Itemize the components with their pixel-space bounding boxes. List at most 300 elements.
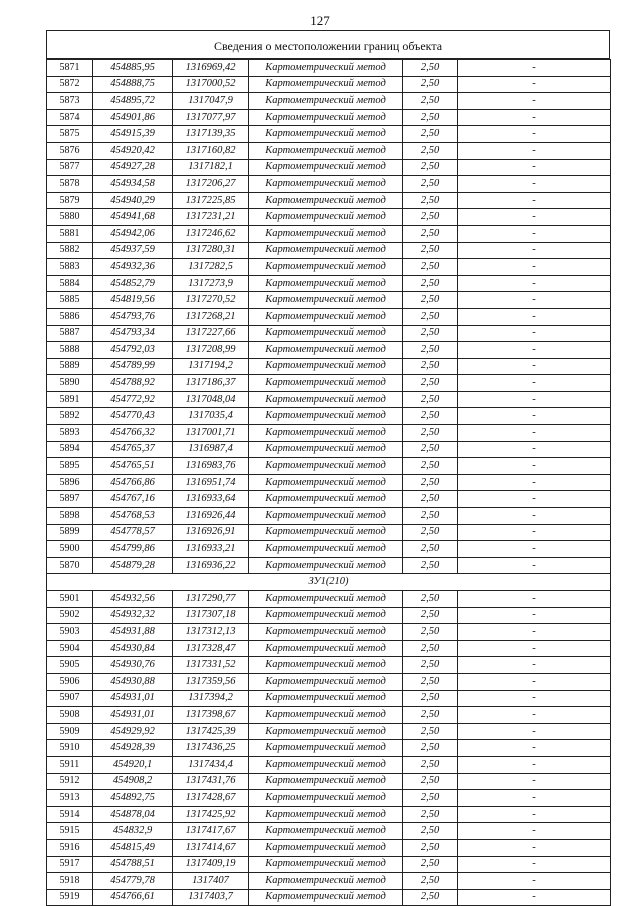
note-cell: -	[458, 557, 611, 574]
note-cell: -	[458, 259, 611, 276]
method-cell: Картометрический метод	[249, 192, 403, 209]
method-cell: Картометрический метод	[249, 308, 403, 325]
table-row	[47, 591, 611, 608]
accuracy-cell: 2,50	[403, 640, 458, 657]
point-number: 5904	[47, 640, 93, 657]
coordinate-y: 1317246,62	[173, 225, 249, 242]
note-cell: -	[458, 159, 611, 176]
coordinate-y: 1317409,19	[173, 856, 249, 873]
coordinate-x: 454765,51	[93, 458, 173, 475]
point-number: 5873	[47, 93, 93, 110]
point-number: 5890	[47, 375, 93, 392]
coordinate-y: 1317434,4	[173, 756, 249, 773]
point-number: 5902	[47, 607, 93, 624]
coordinate-y: 1317270,52	[173, 292, 249, 309]
accuracy-cell: 2,50	[403, 325, 458, 342]
coordinate-x: 454852,79	[93, 275, 173, 292]
header-title: Сведения о местоположении границ объекта	[213, 39, 443, 53]
point-number: 5912	[47, 773, 93, 790]
table-row	[47, 275, 611, 292]
coordinate-y: 1317417,67	[173, 823, 249, 840]
table-row	[47, 541, 611, 558]
coordinate-x: 454929,92	[93, 723, 173, 740]
point-number: 5871	[47, 60, 93, 77]
accuracy-cell: 2,50	[403, 541, 458, 558]
accuracy-cell: 2,50	[403, 773, 458, 790]
coordinate-y: 1317273,9	[173, 275, 249, 292]
table-row	[47, 93, 611, 110]
table-row	[47, 242, 611, 259]
coordinate-y: 1317208,99	[173, 342, 249, 359]
method-cell: Картометрический метод	[249, 790, 403, 807]
table-row	[47, 839, 611, 856]
table-header	[46, 30, 610, 59]
accuracy-cell: 2,50	[403, 292, 458, 309]
note-cell: -	[458, 325, 611, 342]
note-cell: -	[458, 806, 611, 823]
coordinate-x: 454932,32	[93, 607, 173, 624]
method-cell: Картометрический метод	[249, 607, 403, 624]
accuracy-cell: 2,50	[403, 126, 458, 143]
note-cell: -	[458, 707, 611, 724]
coordinate-x: 454770,43	[93, 408, 173, 425]
accuracy-cell: 2,50	[403, 889, 458, 906]
accuracy-cell: 2,50	[403, 109, 458, 126]
method-cell: Картометрический метод	[249, 225, 403, 242]
coordinate-y: 1317194,2	[173, 358, 249, 375]
table-row	[47, 375, 611, 392]
point-number: 5916	[47, 839, 93, 856]
point-number: 5887	[47, 325, 93, 342]
coordinate-x: 454928,39	[93, 740, 173, 757]
note-cell: -	[458, 109, 611, 126]
note-cell: -	[458, 176, 611, 193]
coordinate-y: 1317403,7	[173, 889, 249, 906]
method-cell: Картометрический метод	[249, 60, 403, 77]
accuracy-cell: 2,50	[403, 491, 458, 508]
table-row	[47, 259, 611, 276]
coordinate-y: 1317139,35	[173, 126, 249, 143]
table-row	[47, 192, 611, 209]
note-cell: -	[458, 624, 611, 641]
point-number: 5901	[47, 591, 93, 608]
accuracy-cell: 2,50	[403, 790, 458, 807]
coordinate-x: 454799,86	[93, 541, 173, 558]
table-row	[47, 624, 611, 641]
note-cell: -	[458, 541, 611, 558]
note-cell: -	[458, 839, 611, 856]
coordinate-x: 454766,61	[93, 889, 173, 906]
coordinate-y: 1316933,21	[173, 541, 249, 558]
method-cell: Картометрический метод	[249, 557, 403, 574]
coordinate-y: 1317182,1	[173, 159, 249, 176]
accuracy-cell: 2,50	[403, 756, 458, 773]
coordinate-y: 1316926,44	[173, 508, 249, 525]
section-row	[47, 574, 611, 591]
method-cell: Картометрический метод	[249, 242, 403, 259]
accuracy-cell: 2,50	[403, 342, 458, 359]
accuracy-cell: 2,50	[403, 142, 458, 159]
point-number: 5895	[47, 458, 93, 475]
coordinate-x: 454793,34	[93, 325, 173, 342]
accuracy-cell: 2,50	[403, 358, 458, 375]
point-number: 5880	[47, 209, 93, 226]
coordinate-y: 1317414,67	[173, 839, 249, 856]
table-row	[47, 856, 611, 873]
point-number: 5872	[47, 76, 93, 93]
point-number: 5878	[47, 176, 93, 193]
note-cell: -	[458, 209, 611, 226]
method-cell: Картометрический метод	[249, 773, 403, 790]
accuracy-cell: 2,50	[403, 441, 458, 458]
method-cell: Картометрический метод	[249, 889, 403, 906]
coordinate-y: 1317436,25	[173, 740, 249, 757]
method-cell: Картометрический метод	[249, 491, 403, 508]
accuracy-cell: 2,50	[403, 192, 458, 209]
table-row	[47, 176, 611, 193]
coordinate-y: 1317048,04	[173, 391, 249, 408]
method-cell: Картометрический метод	[249, 541, 403, 558]
point-number: 5875	[47, 126, 93, 143]
method-cell: Картометрический метод	[249, 408, 403, 425]
point-number: 5908	[47, 707, 93, 724]
coordinate-y: 1317359,56	[173, 673, 249, 690]
point-number: 5905	[47, 657, 93, 674]
table-row	[47, 756, 611, 773]
coordinate-y: 1317312,13	[173, 624, 249, 641]
accuracy-cell: 2,50	[403, 425, 458, 442]
note-cell: -	[458, 773, 611, 790]
note-cell: -	[458, 690, 611, 707]
coordinate-x: 454932,36	[93, 259, 173, 276]
accuracy-cell: 2,50	[403, 624, 458, 641]
note-cell: -	[458, 723, 611, 740]
note-cell: -	[458, 292, 611, 309]
note-cell: -	[458, 640, 611, 657]
coordinate-x: 454930,88	[93, 673, 173, 690]
note-cell: -	[458, 591, 611, 608]
coordinate-x: 454793,76	[93, 308, 173, 325]
table-row	[47, 806, 611, 823]
coordinate-x: 454934,58	[93, 176, 173, 193]
method-cell: Картометрический метод	[249, 93, 403, 110]
coordinate-x: 454878,04	[93, 806, 173, 823]
accuracy-cell: 2,50	[403, 60, 458, 77]
point-number: 5897	[47, 491, 93, 508]
coordinate-x: 454920,42	[93, 142, 173, 159]
coordinate-x: 454941,68	[93, 209, 173, 226]
note-cell: -	[458, 673, 611, 690]
coordinate-y: 1316969,42	[173, 60, 249, 77]
method-cell: Картометрический метод	[249, 657, 403, 674]
method-cell: Картометрический метод	[249, 275, 403, 292]
note-cell: -	[458, 657, 611, 674]
coordinate-y: 1317331,52	[173, 657, 249, 674]
method-cell: Картометрический метод	[249, 756, 403, 773]
coordinate-y: 1316926,91	[173, 524, 249, 541]
coordinate-x: 454768,53	[93, 508, 173, 525]
table-row	[47, 657, 611, 674]
table-row	[47, 640, 611, 657]
accuracy-cell: 2,50	[403, 856, 458, 873]
method-cell: Картометрический метод	[249, 126, 403, 143]
coordinate-x: 454792,03	[93, 342, 173, 359]
point-number: 5892	[47, 408, 93, 425]
note-cell: -	[458, 474, 611, 491]
coordinate-y: 1316983,76	[173, 458, 249, 475]
note-cell: -	[458, 889, 611, 906]
coordinate-x: 454927,28	[93, 159, 173, 176]
coordinate-y: 1317225,85	[173, 192, 249, 209]
table-row	[47, 308, 611, 325]
point-number: 5884	[47, 275, 93, 292]
coordinate-y: 1317328,47	[173, 640, 249, 657]
note-cell: -	[458, 142, 611, 159]
note-cell: -	[458, 375, 611, 392]
table-row	[47, 60, 611, 77]
page-number: 127	[310, 13, 330, 28]
point-number: 5909	[47, 723, 93, 740]
table-row	[47, 508, 611, 525]
method-cell: Картометрический метод	[249, 109, 403, 126]
coordinate-y: 1317282,5	[173, 259, 249, 276]
method-cell: Картометрический метод	[249, 458, 403, 475]
accuracy-cell: 2,50	[403, 508, 458, 525]
note-cell: -	[458, 391, 611, 408]
method-cell: Картометрический метод	[249, 591, 403, 608]
table-row	[47, 408, 611, 425]
note-cell: -	[458, 76, 611, 93]
method-cell: Картометрический метод	[249, 640, 403, 657]
note-cell: -	[458, 873, 611, 890]
accuracy-cell: 2,50	[403, 408, 458, 425]
point-number: 5915	[47, 823, 93, 840]
point-number: 5911	[47, 756, 93, 773]
accuracy-cell: 2,50	[403, 474, 458, 491]
coordinate-x: 454779,78	[93, 873, 173, 890]
method-cell: Картометрический метод	[249, 673, 403, 690]
method-cell: Картометрический метод	[249, 325, 403, 342]
table-row	[47, 325, 611, 342]
point-number: 5883	[47, 259, 93, 276]
coordinate-x: 454879,28	[93, 557, 173, 574]
coordinate-y: 1317000,52	[173, 76, 249, 93]
method-cell: Картометрический метод	[249, 176, 403, 193]
point-number: 5894	[47, 441, 93, 458]
point-number: 5917	[47, 856, 93, 873]
method-cell: Картометрический метод	[249, 806, 403, 823]
coordinate-x: 454895,72	[93, 93, 173, 110]
method-cell: Картометрический метод	[249, 508, 403, 525]
coordinate-y: 1316951,74	[173, 474, 249, 491]
accuracy-cell: 2,50	[403, 76, 458, 93]
method-cell: Картометрический метод	[249, 839, 403, 856]
accuracy-cell: 2,50	[403, 458, 458, 475]
point-number: 5893	[47, 425, 93, 442]
coordinate-x: 454930,76	[93, 657, 173, 674]
coordinate-y: 1317001,71	[173, 425, 249, 442]
coordinate-x: 454788,51	[93, 856, 173, 873]
note-cell: -	[458, 192, 611, 209]
table-row	[47, 773, 611, 790]
coordinate-y: 1316987,4	[173, 441, 249, 458]
point-number: 5914	[47, 806, 93, 823]
accuracy-cell: 2,50	[403, 225, 458, 242]
point-number: 5876	[47, 142, 93, 159]
coordinate-x: 454819,56	[93, 292, 173, 309]
coordinate-y: 1317425,39	[173, 723, 249, 740]
table-row	[47, 740, 611, 757]
coordinate-x: 454885,95	[93, 60, 173, 77]
coordinate-y: 1317398,67	[173, 707, 249, 724]
note-cell: -	[458, 740, 611, 757]
table-row	[47, 823, 611, 840]
method-cell: Картометрический метод	[249, 159, 403, 176]
note-cell: -	[458, 607, 611, 624]
accuracy-cell: 2,50	[403, 707, 458, 724]
method-cell: Картометрический метод	[249, 358, 403, 375]
method-cell: Картометрический метод	[249, 740, 403, 757]
accuracy-cell: 2,50	[403, 242, 458, 259]
table-row	[47, 458, 611, 475]
method-cell: Картометрический метод	[249, 209, 403, 226]
coordinate-y: 1316936,22	[173, 557, 249, 574]
coordinate-x: 454765,37	[93, 441, 173, 458]
accuracy-cell: 2,50	[403, 657, 458, 674]
point-number: 5896	[47, 474, 93, 491]
table-row	[47, 109, 611, 126]
accuracy-cell: 2,50	[403, 391, 458, 408]
table-row	[47, 889, 611, 906]
method-cell: Картометрический метод	[249, 624, 403, 641]
note-cell: -	[458, 491, 611, 508]
note-cell: -	[458, 93, 611, 110]
table-row	[47, 491, 611, 508]
accuracy-cell: 2,50	[403, 259, 458, 276]
coordinate-x: 454942,06	[93, 225, 173, 242]
coordinate-x: 454937,59	[93, 242, 173, 259]
coordinate-y: 1317160,82	[173, 142, 249, 159]
coordinate-x: 454778,57	[93, 524, 173, 541]
accuracy-cell: 2,50	[403, 740, 458, 757]
method-cell: Картометрический метод	[249, 723, 403, 740]
method-cell: Картометрический метод	[249, 76, 403, 93]
coordinate-x: 454888,75	[93, 76, 173, 93]
table-row	[47, 391, 611, 408]
point-number: 5906	[47, 673, 93, 690]
accuracy-cell: 2,50	[403, 873, 458, 890]
point-number: 5910	[47, 740, 93, 757]
note-cell: -	[458, 308, 611, 325]
method-cell: Картометрический метод	[249, 142, 403, 159]
coordinate-x: 454931,01	[93, 707, 173, 724]
coordinate-x: 454788,92	[93, 375, 173, 392]
method-cell: Картометрический метод	[249, 259, 403, 276]
point-number: 5881	[47, 225, 93, 242]
table-row	[47, 425, 611, 442]
point-number: 5899	[47, 524, 93, 541]
table-row	[47, 342, 611, 359]
point-number: 5918	[47, 873, 93, 890]
method-cell: Картометрический метод	[249, 873, 403, 890]
coordinate-y: 1317231,21	[173, 209, 249, 226]
table-row	[47, 607, 611, 624]
coordinate-y: 1317428,67	[173, 790, 249, 807]
point-number: 5888	[47, 342, 93, 359]
table-row	[47, 126, 611, 143]
note-cell: -	[458, 756, 611, 773]
coordinate-y: 1317280,31	[173, 242, 249, 259]
coordinate-x: 454766,32	[93, 425, 173, 442]
note-cell: -	[458, 458, 611, 475]
accuracy-cell: 2,50	[403, 557, 458, 574]
note-cell: -	[458, 524, 611, 541]
point-number: 5889	[47, 358, 93, 375]
note-cell: -	[458, 408, 611, 425]
point-number: 5898	[47, 508, 93, 525]
point-number: 5913	[47, 790, 93, 807]
table-row	[47, 524, 611, 541]
table-row	[47, 292, 611, 309]
point-number: 5900	[47, 541, 93, 558]
method-cell: Картометрический метод	[249, 707, 403, 724]
coordinate-x: 454908,2	[93, 773, 173, 790]
accuracy-cell: 2,50	[403, 839, 458, 856]
note-cell: -	[458, 790, 611, 807]
coordinate-y: 1317425,92	[173, 806, 249, 823]
coordinate-y: 1317077,97	[173, 109, 249, 126]
table-row	[47, 142, 611, 159]
table-row	[47, 225, 611, 242]
method-cell: Картометрический метод	[249, 524, 403, 541]
accuracy-cell: 2,50	[403, 375, 458, 392]
table-row	[47, 209, 611, 226]
coordinate-x: 454832,9	[93, 823, 173, 840]
note-cell: -	[458, 425, 611, 442]
table-row	[47, 673, 611, 690]
coordinate-x: 454930,84	[93, 640, 173, 657]
coordinate-y: 1317227,66	[173, 325, 249, 342]
table-row	[47, 707, 611, 724]
coordinate-x: 454931,88	[93, 624, 173, 641]
table-row	[47, 873, 611, 890]
accuracy-cell: 2,50	[403, 159, 458, 176]
accuracy-cell: 2,50	[403, 806, 458, 823]
coordinate-y: 1317268,21	[173, 308, 249, 325]
point-number: 5885	[47, 292, 93, 309]
table-row	[47, 474, 611, 491]
accuracy-cell: 2,50	[403, 524, 458, 541]
accuracy-cell: 2,50	[403, 690, 458, 707]
point-number: 5879	[47, 192, 93, 209]
coordinate-x: 454901,86	[93, 109, 173, 126]
coordinate-x: 454920,1	[93, 756, 173, 773]
method-cell: Картометрический метод	[249, 375, 403, 392]
coordinate-x: 454940,29	[93, 192, 173, 209]
coordinate-y: 1317307,18	[173, 607, 249, 624]
coordinate-x: 454892,75	[93, 790, 173, 807]
method-cell: Картометрический метод	[249, 690, 403, 707]
coordinate-y: 1317206,27	[173, 176, 249, 193]
point-number: 5919	[47, 889, 93, 906]
note-cell: -	[458, 342, 611, 359]
method-cell: Картометрический метод	[249, 474, 403, 491]
note-cell: -	[458, 225, 611, 242]
note-cell: -	[458, 508, 611, 525]
accuracy-cell: 2,50	[403, 209, 458, 226]
point-number: 5882	[47, 242, 93, 259]
point-number: 5870	[47, 557, 93, 574]
